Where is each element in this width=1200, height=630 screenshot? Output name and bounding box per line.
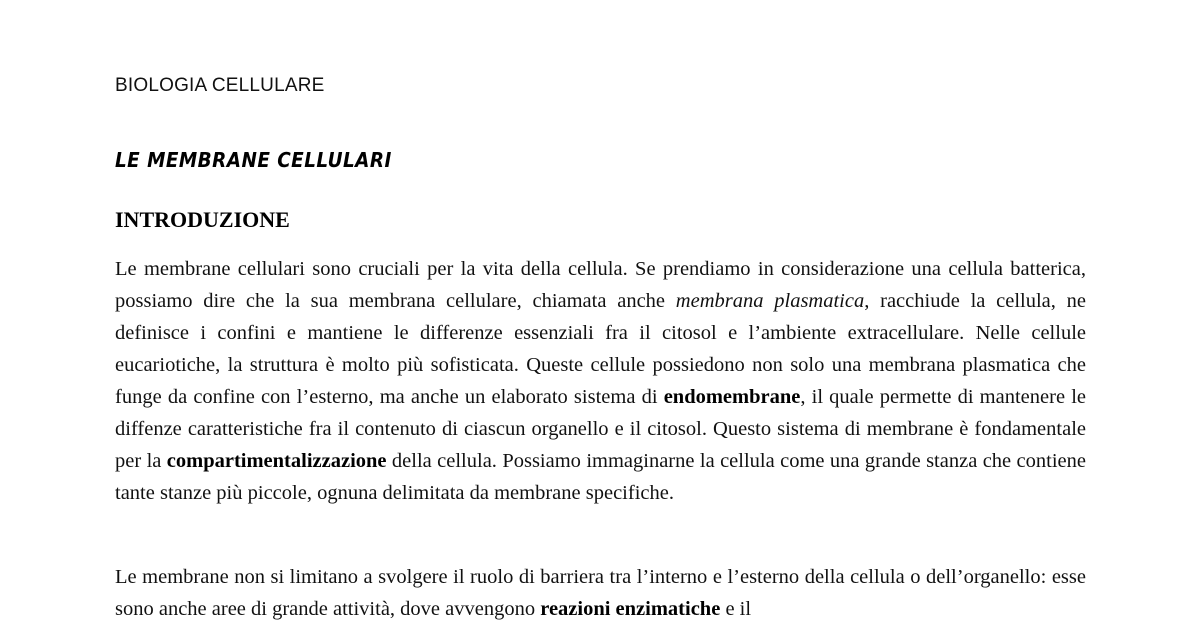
bold-term: compartimentalizzazione [166, 450, 387, 472]
text-run: , racchiude la cellula, ne definisce i confini e mantiene le differenze essenziali fra il citosol e l’ambiente extracellulare. Nelle cellule eucariotiche, la struttura è molto più sofisticata. Queste cellule possiedono non solo una membrana plasmatica che funge da confine con l’esterno, ma anche un elaborato sistema di [115, 290, 1087, 408]
paragraph-introduction [115, 253, 1086, 509]
text-run: e il [720, 598, 752, 620]
text-run: della cellula. Possiamo immaginarne la cellula come una grande stanza che contiene tante stanze più piccole, ognuna delimitata da membrane specifiche. [115, 450, 1086, 504]
bold-term: endomembrane [663, 386, 801, 408]
document-title: LE MEMBRANE CELLULARI [115, 148, 392, 172]
emphasis-term: membrana plasmatica [675, 290, 865, 312]
text-run: Le membrane non si limitano a svolgere il ruolo di barriera tra l’interno e l’esterno della cellula o dell’organello: esse sono anche aree di grande attività, dove avvengono [115, 566, 1086, 620]
subject-label: BIOLOGIA CELLULARE [115, 75, 325, 96]
bold-term: reazioni enzimatiche [540, 598, 721, 620]
paragraph-second [115, 561, 1086, 625]
text-run: Le membrane cellulari sono cruciali per la vita della cellula. Se prendiamo in considerazione una cellula batterica, possiamo dire che la sua membrana cellulare, chiamata anche [115, 258, 1086, 312]
section-heading: INTRODUZIONE [115, 207, 290, 232]
text-run: , il quale permette di mantenere le diffenze caratteristiche fra il contenuto di ciascun organello e il citosol. Questo sistema di membrane è fondamentale per la [115, 386, 1086, 472]
